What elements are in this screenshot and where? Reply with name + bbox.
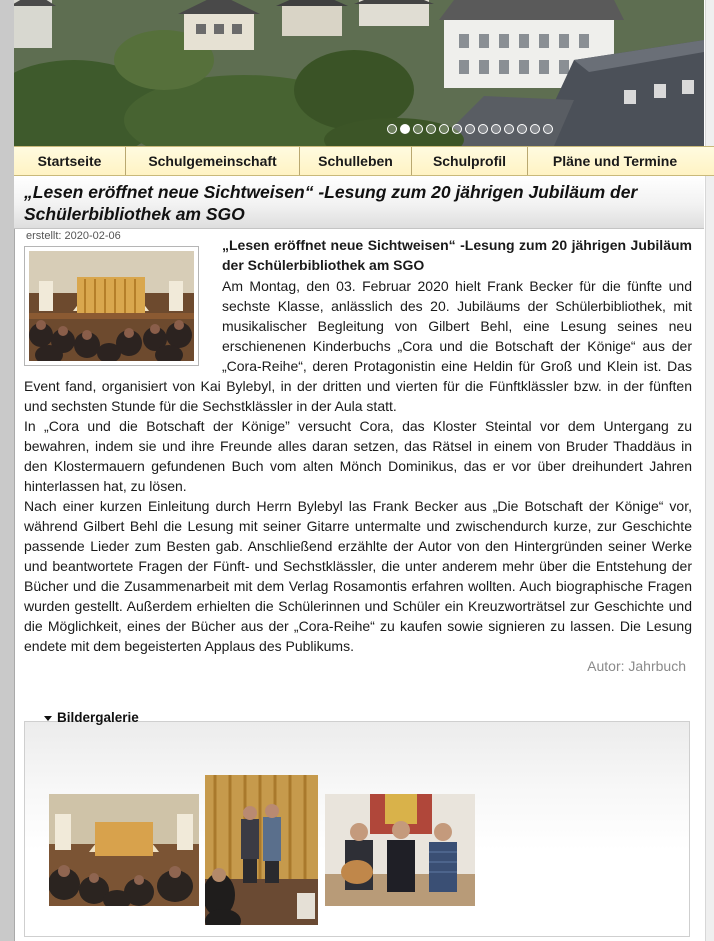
nav-item-startseite[interactable]: Startseite — [14, 147, 126, 175]
gallery-photo-three-men — [325, 794, 475, 906]
article-author: Autor: Jahrbuch — [587, 658, 686, 674]
nav-item-schulleben[interactable]: Schulleben — [300, 147, 412, 175]
article-paragraph-1: Am Montag, den 03. Februar 2020 hielt Frank Becker für die fünfte und sechste Klasse, anlässlich des 20. Jubiläums der Schülerbibliothek, mit musikalischer Begleitung von Gilbert Behl, eine Lesung seines neu erschienenen Kinderbuchs „Cora und die Botschaft der Könige“ aus der „Cora-Reihe“, deren Protagonistin eine Heldin für Groß und Klein ist. Das Event fand, organisiert von Kai Bylebyl, in der dritten und vierten für die Fünftklässler bzw. in der fünften und sechsten Stunde für die Sechstklässler in der Aula statt. — [24, 278, 692, 414]
gallery-photo-stage-guitar — [205, 775, 318, 925]
gallery-image-1[interactable] — [49, 794, 199, 906]
image-gallery — [24, 721, 690, 937]
slideshow-dot-2[interactable] — [400, 124, 410, 134]
nav-item-schulprofil[interactable]: Schulprofil — [412, 147, 528, 175]
article-subheading: „Lesen eröffnet neue Sichtweisen“ -Lesung zum 20 jährigen Jubiläum der Schülerbibliothek am SGO — [222, 237, 692, 273]
scrollbar[interactable] — [705, 0, 714, 941]
slideshow-pagination — [387, 124, 553, 138]
nav-item-schulgemeinschaft[interactable]: Schulgemeinschaft — [126, 147, 300, 175]
slideshow-dot-8[interactable] — [478, 124, 488, 134]
slideshow-dot-4[interactable] — [426, 124, 436, 134]
slideshow-dot-12[interactable] — [530, 124, 540, 134]
gallery-title: Bildergalerie — [57, 710, 139, 725]
left-page-border — [0, 0, 15, 941]
created-date: erstellt: 2020-02-06 — [26, 230, 121, 242]
slideshow-dot-6[interactable] — [452, 124, 462, 134]
gallery-image-2[interactable] — [205, 775, 318, 925]
slideshow-dot-13[interactable] — [543, 124, 553, 134]
slideshow-dot-5[interactable] — [439, 124, 449, 134]
article-title: „Lesen eröffnet neue Sichtweisen“ -Lesung zum 20 jährigen Jubiläum der Schülerbibliothek am SGO — [24, 182, 638, 224]
slideshow-dot-10[interactable] — [504, 124, 514, 134]
article-body — [24, 235, 692, 656]
image-spacer — [24, 235, 222, 370]
slideshow-dot-1[interactable] — [387, 124, 397, 134]
article-paragraph-2: In „Cora und die Botschaft der Könige” versucht Cora, das Kloster Steintal vor dem Untergang zu bewahren, indem sie und ihre Freunde alles daran setzen, das Rätsel in einem von Bruder Thaddäus in den Klostermauern gefundenen Buch vom alten Mönch Dominikus, das er vor über dreihundert Jahren hinterlassen hat, zu lösen. — [24, 418, 692, 494]
article-paragraph-3: Nach einer kurzen Einleitung durch Herrn Bylebyl las Frank Becker aus „Die Botschaft der Könige“ vor, während Gilbert Behl die Lesung mit seiner Gitarre untermalte und zwischendurch kurze, zur Geschichte passende Lieder zum Besten gab. Anschließend erzählte der Autor von den Hintergründen seiner Werke und beantwortete Fragen der Fünft- und Sechstklässler, die unter anderem mehr über die Entstehung der Bücher und die Zusammenarbeit mit dem Verlag Rosamontis erfahren wollten. Auch biographische Fragen wurden gestellt. Außerdem erhielten die Schülerinnen und Schüler ein Kreuzworträtsel zur Geschichte und die Möglichkeit, eines der Bücher aus der „Cora-Reihe“ zu kaufen sowie signieren zu lassen. Die Lesung endete mit dem begeisterten Applaus des Publikums. — [24, 498, 692, 654]
hero-slideshow[interactable] — [14, 0, 704, 146]
slideshow-dot-7[interactable] — [465, 124, 475, 134]
slideshow-dot-9[interactable] — [491, 124, 501, 134]
nav-item-plaene-und-termine[interactable]: Pläne und Termine — [552, 153, 678, 169]
slideshow-dot-11[interactable] — [517, 124, 527, 134]
gallery-image-3[interactable] — [325, 794, 475, 906]
caret-down-icon — [44, 716, 52, 721]
slideshow-dot-3[interactable] — [413, 124, 423, 134]
gallery-toggle[interactable] — [44, 710, 139, 725]
article-header — [14, 176, 704, 229]
hero-image-town — [14, 0, 704, 146]
gallery-photo-aula-audience — [49, 794, 199, 906]
main-navigation — [14, 146, 714, 176]
